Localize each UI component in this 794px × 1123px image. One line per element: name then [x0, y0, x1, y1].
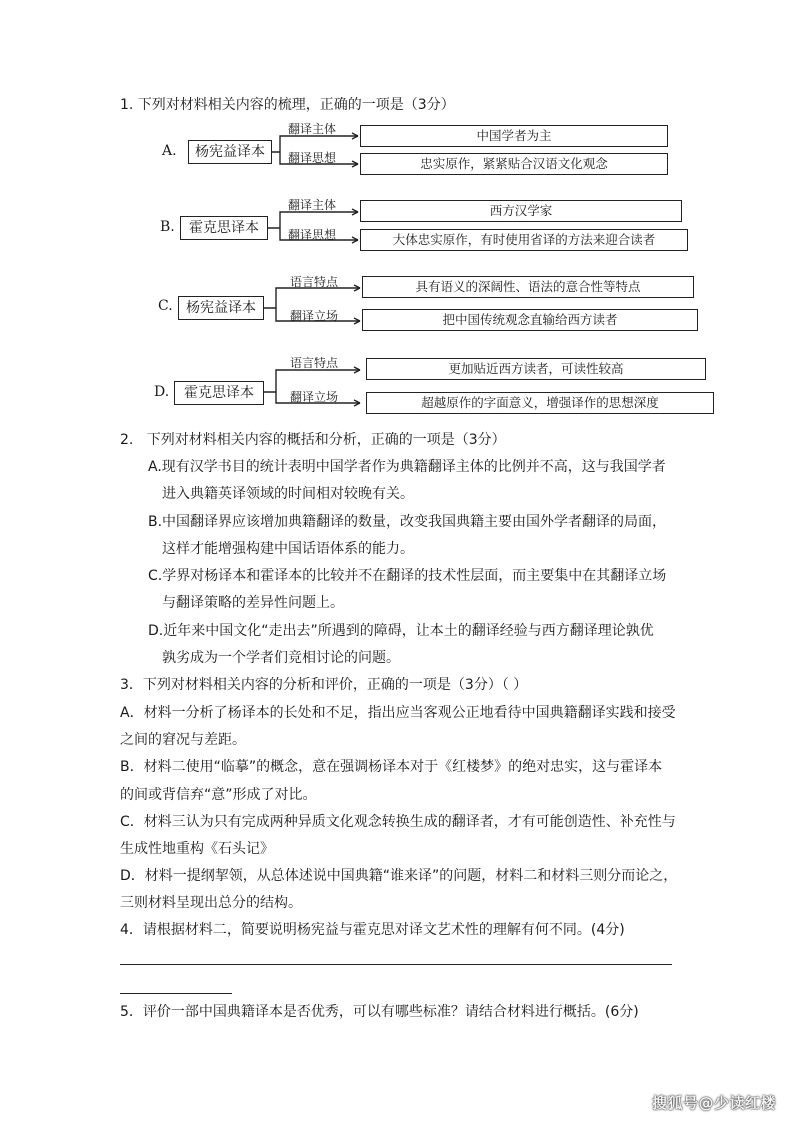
- option-b-name: 霍克思译本: [180, 216, 268, 240]
- option-b-branch-1: 翻译主体: [288, 198, 337, 212]
- option-b-content-2: 大体忠实原作，有时使用省译的方法来迎合读者: [360, 229, 688, 251]
- option-d-branch-2: 翻译立场: [290, 390, 339, 404]
- option-c-content-1: 具有语义的深阔性、语法的意合性等特点: [362, 276, 694, 298]
- q5-stem: 5．评价一部中国典籍译本是否优秀，可以有哪些标准？请结合材料进行概括。(6分): [120, 1004, 639, 1020]
- q3-option-b-line2: 的间或背信弃“意”形成了对比。: [120, 787, 317, 803]
- option-a-branch-1: 翻译主体: [288, 122, 337, 136]
- option-d-letter: D.: [154, 384, 170, 400]
- q2-option-b-line1: B.中国翻译界应该增加典籍翻译的数量，改变我国典籍主要由国外学者翻译的局面，: [148, 514, 667, 530]
- q3-option-a-line1: A．材料一分析了杨译本的长处和不足，指出应当客观公正地看待中国典籍翻译实践和接受: [120, 705, 676, 721]
- option-a-content-2: 忠实原作，紧紧贴合汉语文化观念: [360, 153, 668, 175]
- option-c-branch-2: 翻译立场: [290, 309, 339, 323]
- q2-stem: 2. 下列对材料相关内容的概括和分析，正确的一项是（3分）: [120, 432, 506, 448]
- option-d-content-1: 更加贴近西方读者，可读性较高: [366, 358, 706, 380]
- q3-option-d-line1: D．材料一提纲挈领，从总体述说中国典籍“谁来译”的问题，材料二和材料三则分而论之，: [120, 868, 678, 884]
- q2-option-c-line2: 与翻译策略的差异性问题上。: [162, 595, 344, 611]
- option-b-letter: B.: [160, 219, 175, 235]
- q3-option-a-line2: 之间的窘况与差距。: [120, 732, 246, 748]
- q2-option-b-line2: 这样才能增强构建中国话语体系的能力。: [162, 541, 414, 557]
- q3-option-d-line2: 三则材料呈现出总分的结构。: [120, 895, 302, 911]
- q4-answer-line-short[interactable]: [120, 993, 232, 994]
- option-a-branch-2: 翻译思想: [288, 151, 337, 165]
- q1-stem: 1. 下列对材料相关内容的梳理，正确的一项是（3分）: [120, 97, 455, 113]
- q3-option-c-line2: 生成性地重构《石头记》: [120, 841, 274, 857]
- q4-answer-line[interactable]: [120, 964, 672, 965]
- q3-option-b-line1: B．材料二使用“临摹”的概念，意在强调杨译本对于《红楼梦》的绝对忠实，这与霍译本: [120, 759, 663, 775]
- q1-diagram: [148, 118, 720, 420]
- option-c-content-2: 把中国传统观念直输给西方读者: [362, 309, 698, 331]
- q3-stem: 3．下列对材料相关内容的分析和评价，正确的一项是（3分）（ ）: [120, 677, 528, 693]
- option-c-branch-1: 语言特点: [290, 275, 339, 289]
- q2-option-d-line2: 孰劣成为一个学者们竞相讨论的问题。: [162, 650, 400, 666]
- q4-stem: 4．请根据材料二，简要说明杨宪益与霍克思对译文艺术性的理解有何不同。(4分): [120, 922, 625, 938]
- option-a-name: 杨宪益译本: [188, 140, 272, 164]
- option-b-content-1: 西方汉学家: [360, 200, 682, 222]
- option-c-name: 杨宪益译本: [178, 296, 264, 320]
- option-a-content-1: 中国学者为主: [360, 125, 668, 147]
- q3-option-c-line1: C．材料三认为只有完成两种异质文化观念转换生成的翻译者，才有可能创造性、补充性与: [120, 814, 676, 830]
- option-d-branch-1: 语言特点: [290, 356, 339, 370]
- option-d-content-2: 超越原作的字面意义，增强译作的思想深度: [366, 392, 714, 414]
- q2-option-c-line1: C.学界对杨译本和霍译本的比较并不在翻译的技术性层面，而主要集中在其翻译立场: [148, 568, 667, 584]
- q2-option-a-line1: A.现有汉学书目的统计表明中国学者作为典籍翻译主体的比例并不高，这与我国学者: [148, 459, 666, 475]
- option-a-letter: A.: [162, 143, 177, 159]
- watermark: 搜狐号@少读红楼: [651, 1094, 776, 1112]
- option-d-name: 霍克思译本: [174, 381, 264, 405]
- option-b-branch-2: 翻译思想: [288, 228, 337, 242]
- q2-option-a-line2: 进入典籍英译领域的时间相对较晚有关。: [162, 486, 414, 502]
- option-c-letter: C.: [158, 298, 173, 314]
- q2-option-d-line1: D.近年来中国文化“走出去”所遇到的障碍，让本土的翻译经验与西方翻译理论孰优: [148, 623, 654, 639]
